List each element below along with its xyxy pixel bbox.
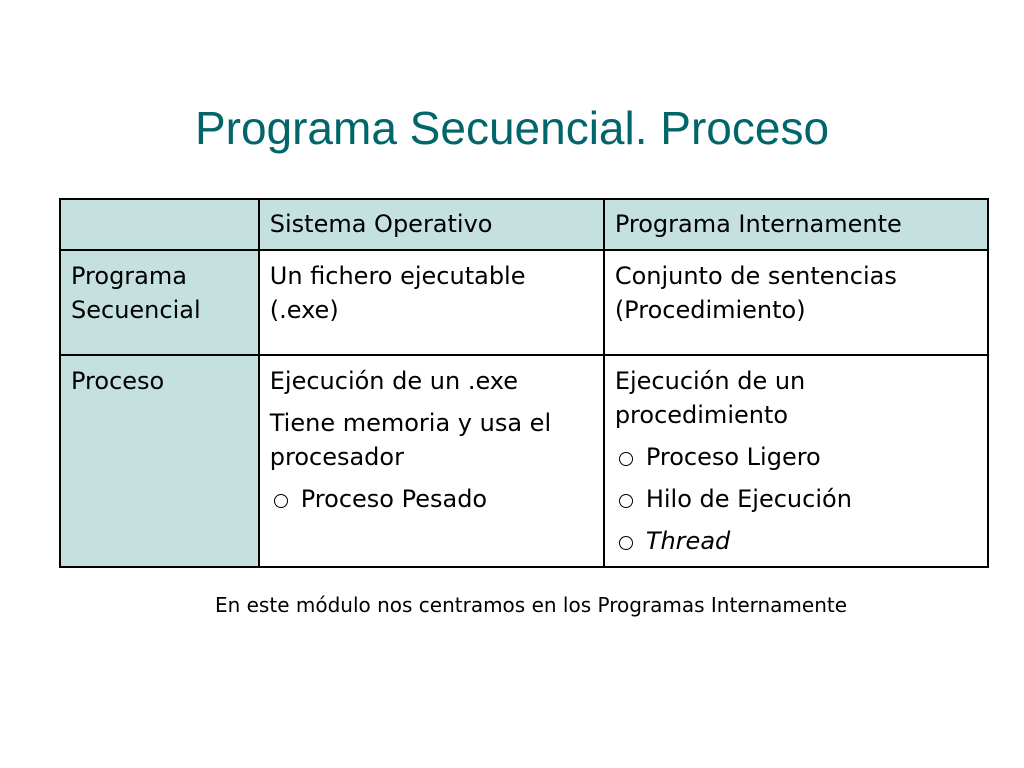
cell-secuencial-programa [604, 250, 988, 355]
row-label-programa-secuencial: Programa Secuencial [60, 250, 259, 355]
comparison-table [59, 198, 989, 568]
hollow-circle-bullet-icon [619, 452, 633, 466]
slide-title: Programa Secuencial. Proceso [194, 102, 830, 154]
table-row-proceso [60, 355, 988, 567]
row-label-proceso: Proceso [60, 355, 259, 567]
cell-text: Ejecución de un procedimiento [614, 367, 806, 429]
bullet-text: Thread [645, 527, 731, 555]
cell-text: Ejecución de un .exe [269, 367, 519, 395]
cell-text: Conjunto de sentencias (Procedimiento) [614, 262, 897, 324]
bullet-item [615, 440, 978, 474]
bullet-text: Hilo de Ejecución [645, 485, 852, 513]
cell-proceso-sistema [259, 355, 604, 567]
hollow-circle-bullet-icon [619, 494, 633, 508]
cell-text: Un fichero ejecutable (.exe) [269, 262, 526, 324]
cell-proceso-programa [604, 355, 988, 567]
bullet-item [615, 482, 978, 516]
hollow-circle-bullet-icon [274, 494, 288, 508]
header-sistema-operativo: Sistema Operativo [259, 199, 604, 250]
bullet-item [615, 524, 978, 558]
cell-text: Tiene memoria y usa el procesador [269, 409, 552, 471]
hollow-circle-bullet-icon [619, 536, 633, 550]
header-programa-internamente: Programa Internamente [604, 199, 988, 250]
bullet-text: Proceso Ligero [645, 443, 821, 471]
bullet-item [270, 482, 594, 516]
header-corner-cell [60, 199, 259, 250]
table-row-programa-secuencial [60, 250, 988, 355]
table-header-row [60, 199, 988, 250]
cell-secuencial-sistema [259, 250, 604, 355]
footnote: En este módulo nos centramos en los Programas Internamente [214, 593, 848, 617]
bullet-text: Proceso Pesado [300, 485, 488, 513]
